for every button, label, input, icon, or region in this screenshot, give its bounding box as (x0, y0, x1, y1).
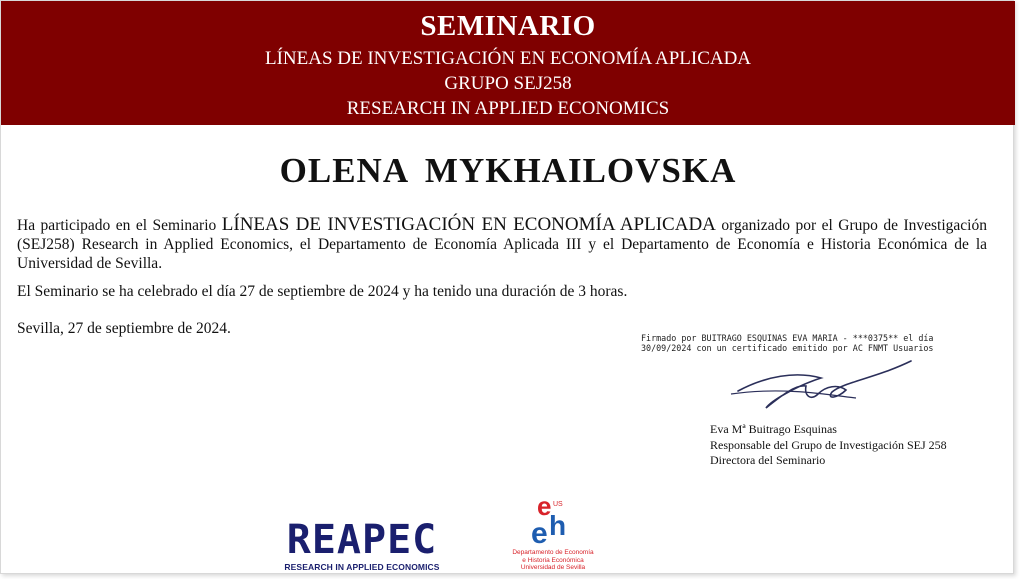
ehe-caption (507, 549, 599, 572)
signer-name: Eva Mª Buitrago Esquinas (710, 422, 837, 436)
ehe-department-logo (513, 491, 593, 576)
paragraph-rest: organizado por el Grupo de Investigación (SEJ258) Research in Applied Economics, el Departamento de Economía Aplicada III y el Departamento de Economía e Historia Económica de la Universidad de Sevilla. (17, 217, 987, 272)
reapec-logo-text: REAPEC (286, 517, 438, 561)
seminar-subtitle: LÍNEAS DE INVESTIGACIÓN EN ECONOMÍA APLICADA (264, 48, 752, 69)
ehe-caption-line-1: Departamento de Economía (512, 549, 594, 556)
signer-block (710, 422, 947, 469)
seminar-heading: SEMINARIO (420, 10, 596, 42)
signer-title: Directora del Seminario (710, 453, 826, 467)
group-english-name: RESEARCH IN APPLIED ECONOMICS (346, 98, 670, 119)
svg-text:e: e (531, 517, 548, 549)
reapec-logo-mark (277, 515, 447, 561)
digital-signature-stamp (641, 333, 981, 353)
header-banner (1, 1, 1015, 125)
ehe-logo-mark (513, 491, 593, 549)
seminar-name-inline: LÍNEAS DE INVESTIGACIÓN EN ECONOMÍA APLICADA (221, 214, 716, 235)
participation-paragraph (17, 215, 987, 273)
reapec-caption: RESEARCH IN APPLIED ECONOMICS (284, 562, 440, 572)
paragraph-intro: Ha participado en el Seminario (17, 217, 222, 234)
place-and-date: Sevilla, 27 de septiembre de 2024. (17, 320, 231, 337)
recipient-name: OLENA MYKHAILOVSKA (279, 151, 737, 190)
signer-role: Responsable del Grupo de Investigación SEJ 258 (710, 437, 947, 452)
ehe-caption-line-2: e Historia Económica (522, 556, 584, 564)
digital-signature-line-1: Firmado por BUITRAGO ESQUINAS EVA MARIA - ***0375** el día (641, 333, 934, 343)
handwritten-signature (726, 356, 926, 416)
ehe-us-mark: US (553, 501, 563, 508)
seminar-date-duration: El Seminario se ha celebrado el día 27 de septiembre de 2024 y ha tenido una duración de 3 horas. (17, 283, 628, 300)
group-code: GRUPO SEJ258 (444, 73, 572, 94)
svg-text:e: e (537, 491, 552, 521)
ehe-caption-line-3: Universidad de Sevilla (520, 564, 586, 571)
reapec-logo (277, 515, 447, 571)
svg-text:h: h (549, 510, 567, 541)
digital-signature-line-2: 30/09/2024 con un certificado emitido por AC FNMT Usuarios (641, 343, 934, 353)
